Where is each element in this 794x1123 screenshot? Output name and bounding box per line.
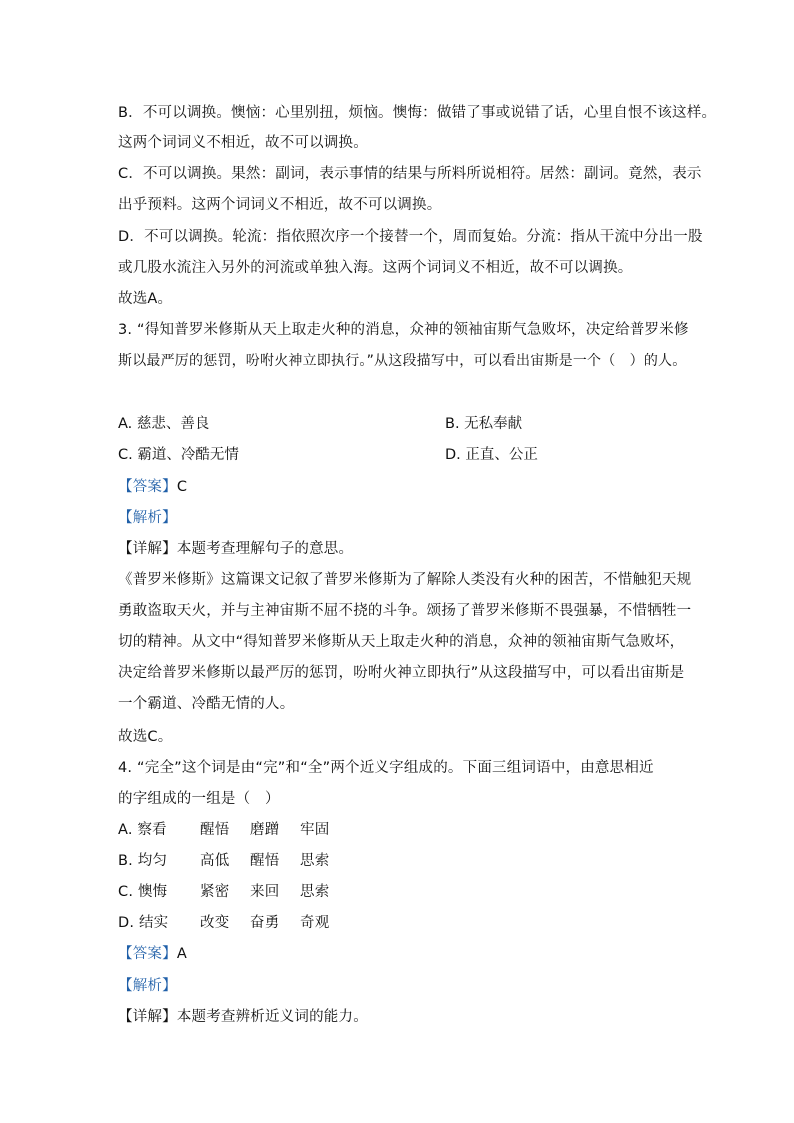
q3-detail-line: [118, 539, 353, 559]
option-d-explanation-line-1: D．不可以调换。轮流：指依照次序一个接替一个，周而复始。分流：指从干流中分出一股: [118, 229, 703, 245]
q4-option-word: 磨蹭: [250, 822, 280, 838]
answer-tag: 【答案】: [118, 946, 177, 962]
q3-explanation-line-5: 一个霸道、冷酷无情的人。: [118, 696, 295, 712]
q4-option-word: 牢固: [300, 822, 330, 838]
q4-option-word: 思索: [300, 853, 330, 869]
q3-option-a: A. 慈悲、善良: [118, 416, 210, 432]
q3-option-d: D. 正直、公正: [445, 447, 538, 463]
q4-option-word: 奇观: [300, 915, 330, 931]
q4-option-word: 紧密: [200, 884, 230, 900]
option-c-explanation-line-1: C．不可以调换。果然：副词，表示事情的结果与所料所说相符。居然：副词。竟然，表示: [118, 166, 702, 182]
question-3-line-2: 斯以最严厉的惩罚，吩咐火神立即执行。”从这段描写中，可以看出宙斯是一个（ ）的人。: [118, 353, 687, 369]
q4-option-word: 醒悟: [250, 853, 280, 869]
answer-tag: 【答案】: [118, 479, 177, 495]
q4-analysis-tag: 【解析】: [118, 978, 177, 994]
q4-option-word: 奋勇: [250, 915, 280, 931]
q4-detail-text: 本题考查辨析近义词的能力。: [176, 1009, 368, 1025]
q4-option-label: B. 均匀: [118, 853, 168, 869]
q3-option-c: C. 霸道、冷酷无情: [118, 447, 239, 463]
q3-explanation-line-1: 《普罗米修斯》这篇课文记叙了普罗米修斯为了解除人类没有火种的困苦，不惜触犯天规: [118, 572, 692, 588]
q3-explanation-line-3: 切的精神。从文中“得知普罗米修斯从天上取走火种的消息，众神的领袖宙斯气急败坏，: [118, 634, 685, 650]
q4-option-d: [118, 913, 345, 933]
q4-detail-line: [118, 1007, 368, 1027]
q4-option-label: D. 结实: [118, 915, 169, 931]
question-4-line-2: 的字组成的一组是（ ）: [118, 791, 280, 807]
q4-option-word: 改变: [200, 915, 230, 931]
q4-option-word: 来回: [250, 884, 280, 900]
q4-option-c: [118, 882, 345, 902]
q4-answer-line: [118, 944, 187, 964]
question-4-line-1: 4. “完全”这个词是由“完”和“全”两个近义字组成的。下面三组词语中，由意思相近: [118, 760, 654, 776]
q3-analysis-tag: 【解析】: [118, 510, 177, 526]
option-b-explanation-line-1: B．不可以调换。懊恼：心里别扭，烦恼。懊悔：做错了事或说错了话，心里自恨不该这样。: [118, 105, 717, 121]
q4-option-a: [118, 820, 345, 840]
q4-answer-value: A: [176, 946, 187, 962]
option-d-explanation-line-2: 或几股水流注入另外的河流或单独入海。这两个词词义不相近，故不可以调换。: [118, 260, 633, 276]
option-c-explanation-line-2: 出乎预料。这两个词词义不相近，故不可以调换。: [118, 197, 442, 213]
q3-answer-line: [118, 477, 187, 497]
conclusion-pick-a: 故选A。: [118, 291, 173, 307]
q3-explanation-line-4: 决定给普罗米修斯以最严厉的惩罚，吩咐火神立即执行”从这段描写中，可以看出宙斯是: [118, 665, 685, 681]
conclusion-pick-c: 故选C。: [118, 729, 173, 745]
q4-option-word: 醒悟: [200, 822, 230, 838]
q4-option-b: [118, 851, 345, 871]
q4-option-label: C. 懊悔: [118, 884, 168, 900]
q4-option-label: A. 察看: [118, 822, 167, 838]
q3-option-b: B. 无私奉献: [445, 416, 523, 432]
question-3-line-1: 3. “得知普罗米修斯从天上取走火种的消息，众神的领袖宙斯气急败坏，决定给普罗米修: [118, 322, 689, 338]
q4-option-word: 思索: [300, 884, 330, 900]
q4-option-word: 高低: [200, 853, 230, 869]
detail-tag: 【详解】: [118, 1009, 177, 1025]
detail-tag: 【详解】: [118, 541, 177, 557]
q3-explanation-line-2: 勇敢盗取天火，并与主神宙斯不屈不挠的斗争。颂扬了普罗米修斯不畏强暴，不惜牺牲一: [118, 603, 692, 619]
option-b-explanation-line-2: 这两个词词义不相近，故不可以调换。: [118, 135, 368, 151]
q3-detail-text: 本题考查理解句子的意思。: [176, 541, 354, 557]
q3-answer-value: C: [176, 479, 188, 495]
